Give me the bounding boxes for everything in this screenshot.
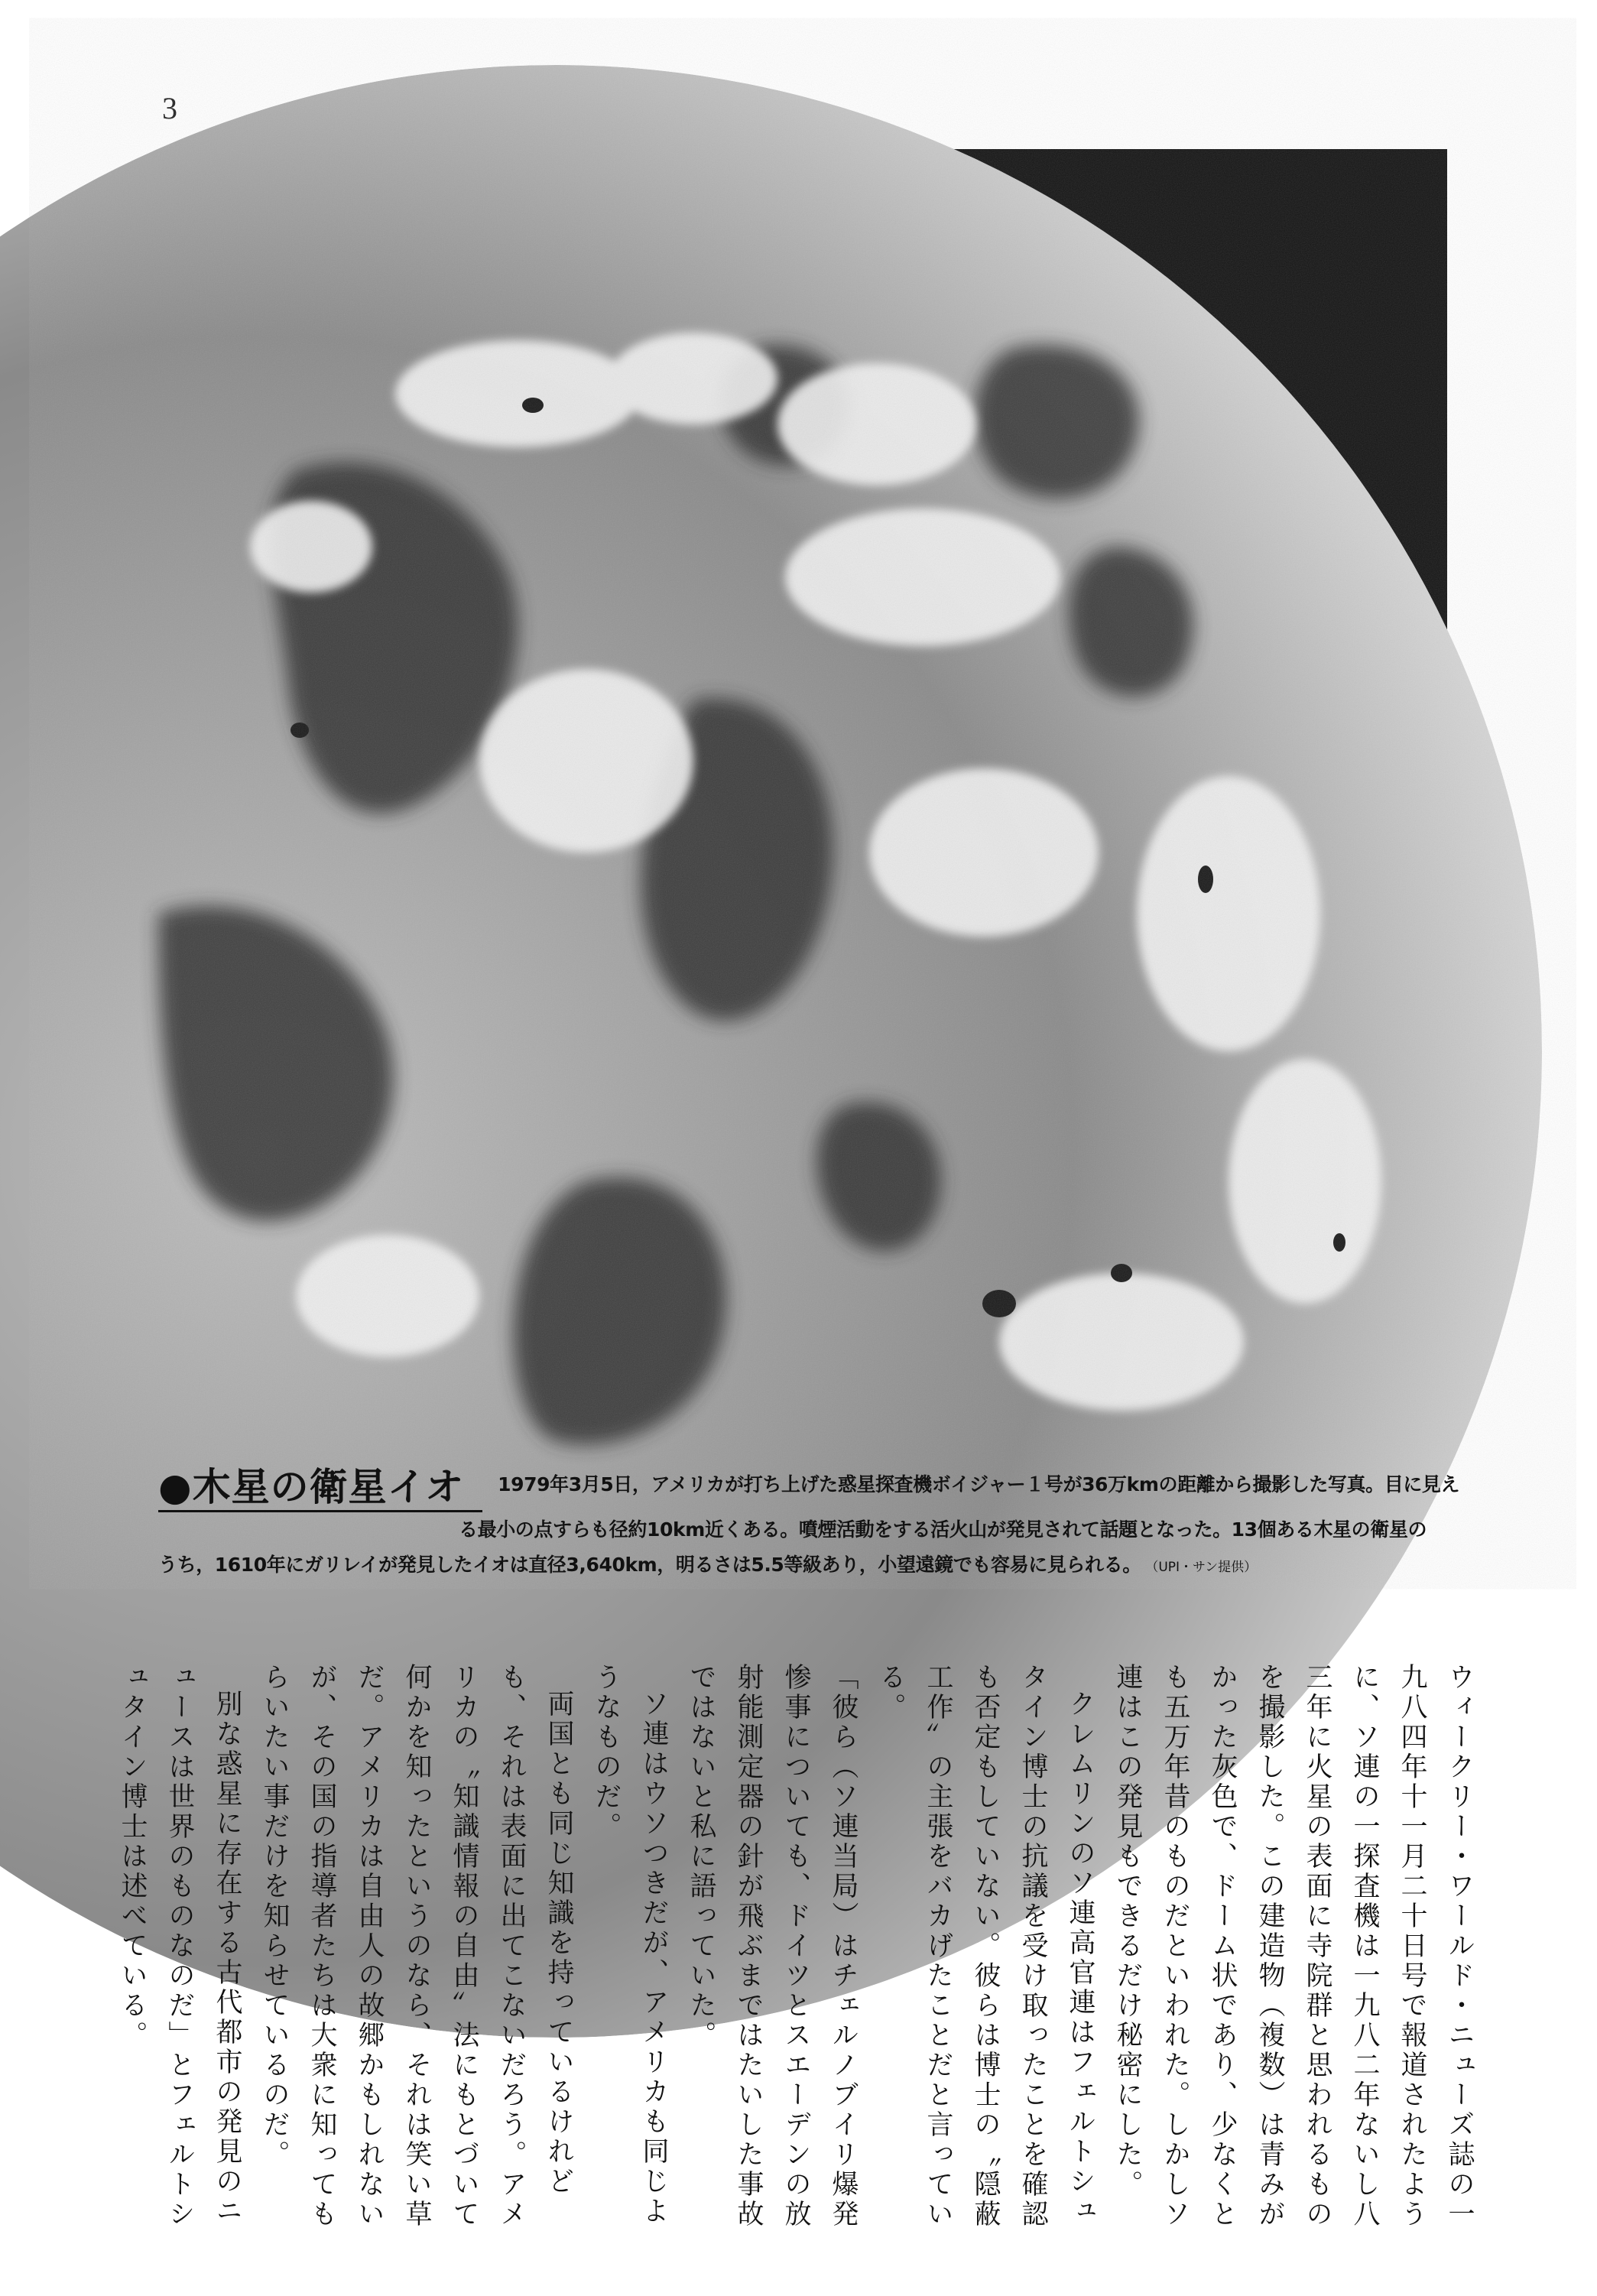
- article-paragraph-1: ウィークリー・ワールド・ニューズ誌の一九八四年十一月二十日号で報道されたように、ソ連の一探査機は一九八二年ないし八三年に火星の表面に寺院群と思われるものを撮影した。この建造物（複数）は青みがかった灰色で、ドーム状であり、少なくとも五万年昔のものだといわれた。しかしソ連はこの発見もできるだけ秘密にした。: [1112, 1663, 1475, 2229]
- article-paragraph-6: 別な惑星に存在する古代都市の発見のニュースは世界のものなのだ」とフェルトシュタイン博士は述べている。: [117, 1663, 242, 2229]
- article-paragraph-3: 「彼ら（ソ連当局）はチェルノブイリ爆発惨事についても、ドイツとスエーデンの放射能測定器の針が飛ぶまではたいした事故ではないと私に語っていた。: [686, 1663, 859, 2229]
- caption-line-2: る最小の点すらも径約10km近くある。噴煙活動をする活火山が発見されて話題となった。13個ある木星の衛星の: [459, 1518, 1427, 1541]
- page-number: 3: [162, 91, 177, 125]
- article-body: [117, 1663, 1483, 2244]
- io-moon-image: [158, 149, 1447, 1458]
- photo-credit: （UPI・サン提供）: [1151, 1560, 1258, 1575]
- article-paragraph-5: 両国とも同じ知識を持っているけれども、それは表面に出てこないだろう。アメリカの〝知識情報の自由〟法にもとづいて何かを知ったというのなら、それは笑い草だ。アメリカは自由人の故郷かもしれないが、その国の指導者たちは大衆に知ってもらいたい事だけを知らせているのだ。: [259, 1663, 574, 2229]
- photo-caption: [158, 1464, 1460, 1585]
- io-photograph: [158, 149, 1447, 1458]
- article-paragraph-2: クレムリンのソ連高官連はフェルトシュタイン博士の抗議を受け取ったことを確認も否定もしていない。彼らは博士の〝隠蔽工作〟の主張をバカげたことだと言っている。: [875, 1663, 1096, 2229]
- caption-line-1: 1979年3月5日，アメリカが打ち上げた惑星探査機ボイジャー１号が36万kmの距離から撮影した写真。目に見え: [498, 1473, 1460, 1495]
- caption-title: ●木星の衛星イオ: [158, 1464, 482, 1512]
- caption-line-3-text: うち，1610年にガリレイが発見したイオは直径3,640km，明るさは5.5等級あり，小望遠鏡でも容易に見られる。: [158, 1554, 1141, 1576]
- article-paragraph-4: ソ連はウソつきだが、アメリカも同じようなものだ。: [591, 1663, 669, 2226]
- caption-line-3: [158, 1547, 1447, 1585]
